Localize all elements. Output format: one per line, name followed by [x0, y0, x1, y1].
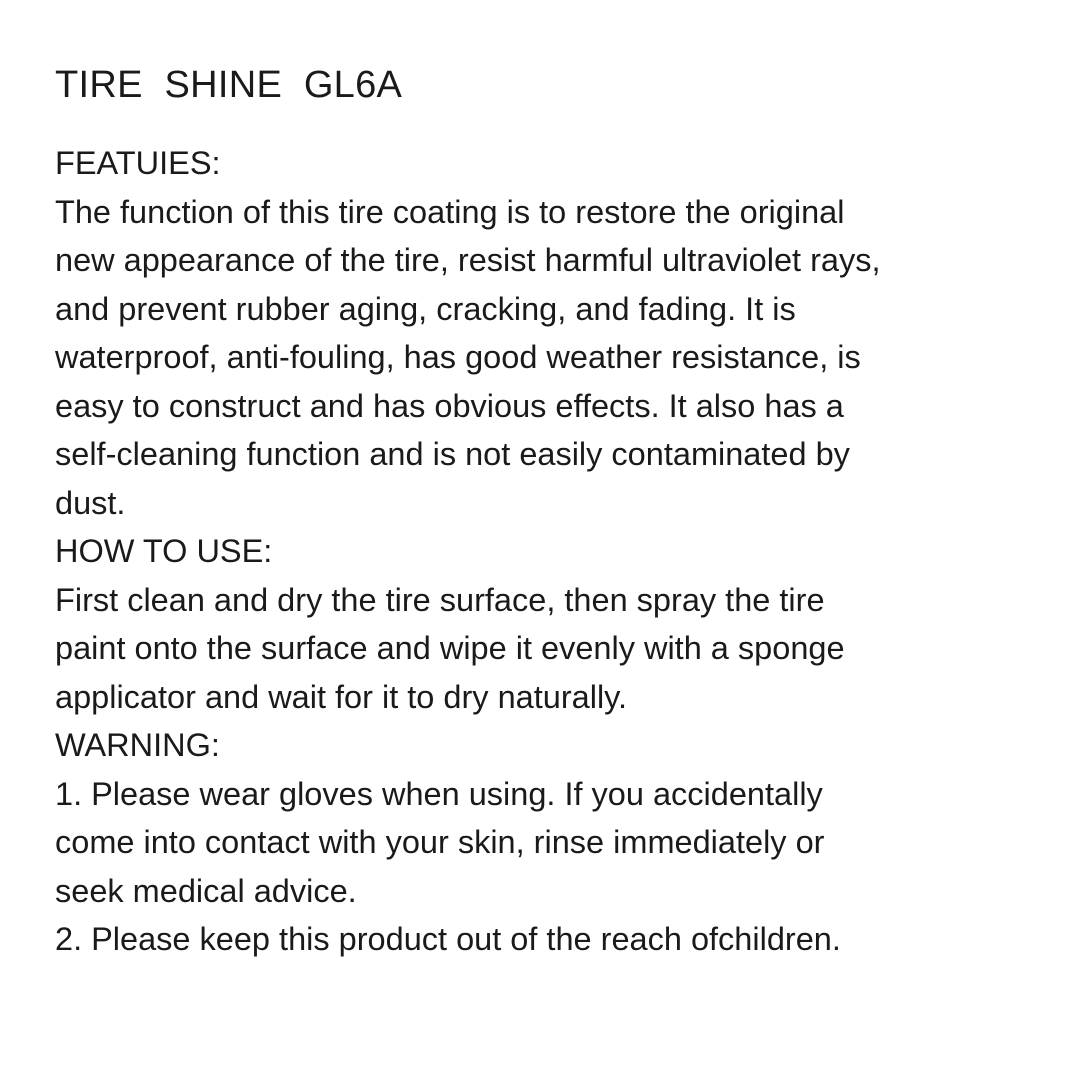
features-line: easy to construct and has obvious effects. It also has a	[55, 387, 844, 424]
warning-section	[55, 721, 1045, 964]
warning-line: come into contact with your skin, rinse immediately or	[55, 824, 825, 860]
features-line: waterproof, anti-fouling, has good weather resistance, is	[55, 339, 861, 375]
warning-line: seek medical advice.	[55, 872, 357, 909]
product-description	[55, 139, 1045, 964]
features-line: self-cleaning function and is not easily contaminated by	[55, 436, 850, 472]
warning-line: 1. Please wear gloves when using. If you accidentally	[55, 775, 823, 812]
how-to-use-line: applicator and wait for it to dry naturally.	[55, 678, 628, 715]
how-to-use-section	[55, 527, 1045, 721]
how-to-use-heading: HOW TO USE:	[55, 533, 273, 569]
features-section	[55, 139, 1045, 527]
product-title: TIRE SHINE GL6A	[55, 64, 403, 106]
features-heading: FEATUIES:	[55, 145, 221, 181]
warning-heading: WARNING:	[55, 727, 220, 763]
features-line: dust.	[55, 484, 126, 521]
warning-line: 2. Please keep this product out of the reach ofchildren.	[55, 921, 841, 957]
features-line: new appearance of the tire, resist harmful ultraviolet rays,	[55, 242, 881, 278]
features-line: The function of this tire coating is to restore the original	[55, 193, 845, 230]
how-to-use-line: First clean and dry the tire surface, then spray the tire	[55, 581, 825, 618]
features-line: and prevent rubber aging, cracking, and fading. It is	[55, 290, 796, 327]
how-to-use-line: paint onto the surface and wipe it evenly with a sponge	[55, 630, 845, 666]
